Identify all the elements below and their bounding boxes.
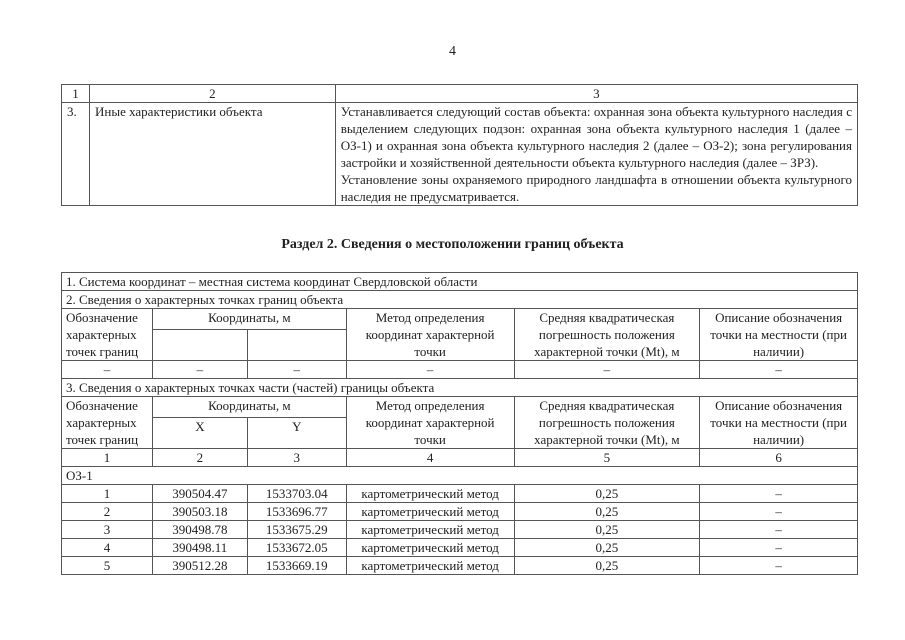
landscape-paragraph: Установление зоны охраняемого природного ландшафта в отношении объекта культурного наследия не предусматривается. [340, 172, 852, 204]
x-coordinate: 390498.78 [152, 521, 247, 539]
header-x-empty [152, 330, 247, 361]
header-x: X [152, 418, 247, 449]
header-coordinates: Координаты, м [152, 309, 346, 330]
method: картометрический метод [346, 539, 514, 557]
section2-title-row [62, 291, 858, 309]
y-coordinate: 1533696.77 [247, 503, 346, 521]
table-row [62, 539, 858, 557]
col-number-3: 3 [335, 85, 857, 103]
point-number: 1 [62, 485, 153, 503]
error: 0,25 [514, 503, 700, 521]
dash-cell: – [152, 361, 247, 379]
header-designation-2: Обозначение характерных точек границ [62, 397, 153, 449]
header-description: Описание обозначения точки на местности (при наличии) [700, 309, 858, 361]
description: – [700, 557, 858, 575]
col-number: 4 [346, 449, 514, 467]
point-number: 2 [62, 503, 153, 521]
error: 0,25 [514, 485, 700, 503]
col-number: 1 [62, 449, 153, 467]
row-name: Иные характеристики объекта [89, 103, 335, 206]
table-row [62, 485, 858, 503]
zone-label: ОЗ-1 [62, 467, 858, 485]
y-coordinate: 1533669.19 [247, 557, 346, 575]
y-coordinate: 1533675.29 [247, 521, 346, 539]
section3-title-row [62, 379, 858, 397]
error: 0,25 [514, 557, 700, 575]
error: 0,25 [514, 539, 700, 557]
x-coordinate: 390498.11 [152, 539, 247, 557]
page-number: 4 [449, 44, 456, 59]
header-y-empty [247, 330, 346, 361]
table-row [62, 521, 858, 539]
method: картометрический метод [346, 521, 514, 539]
description: – [700, 503, 858, 521]
col-number: 5 [514, 449, 700, 467]
header-error: Средняя квадратическая погрешность положения характерной точки (Mt), м [514, 309, 700, 361]
section2-title: 2. Сведения о характерных точках границ объекта [62, 291, 858, 309]
header-row-2 [62, 397, 858, 418]
x-coordinate: 390503.18 [152, 503, 247, 521]
coord-system-row [62, 273, 858, 291]
dash-cell: – [346, 361, 514, 379]
x-coordinate: 390512.28 [152, 557, 247, 575]
zone-label-row [62, 467, 858, 485]
header-method-2: Метод определения координат характерной точки [346, 397, 514, 449]
col-number: 2 [152, 449, 247, 467]
table-row [62, 557, 858, 575]
point-number: 3 [62, 521, 153, 539]
header-method: Метод определения координат характерной точки [346, 309, 514, 361]
section3-title: 3. Сведения о характерных точках части (частей) границы объекта [62, 379, 858, 397]
method: картометрический метод [346, 503, 514, 521]
dash-cell: – [700, 361, 858, 379]
table-row [62, 503, 858, 521]
description: – [700, 521, 858, 539]
coord-system: 1. Система координат – местная система координат Свердловской области [62, 273, 858, 291]
table-row [62, 103, 858, 206]
error: 0,25 [514, 521, 700, 539]
x-coordinate: 390504.47 [152, 485, 247, 503]
col-number-2: 2 [89, 85, 335, 103]
description: – [700, 539, 858, 557]
method: картометрический метод [346, 485, 514, 503]
col-number-1: 1 [62, 85, 90, 103]
boundary-points-table [61, 272, 858, 575]
point-number: 4 [62, 539, 153, 557]
table-header-row [62, 85, 858, 103]
dash-cell: – [62, 361, 153, 379]
point-number: 5 [62, 557, 153, 575]
row-number: 3. [62, 103, 90, 206]
empty-data-row [62, 361, 858, 379]
description: – [700, 485, 858, 503]
header-error-2: Средняя квадратическая погрешность положения характерной точки (Mt), м [514, 397, 700, 449]
row-value [335, 103, 857, 206]
method: картометрический метод [346, 557, 514, 575]
header-row [62, 309, 858, 330]
header-description-2: Описание обозначения точки на местности (при наличии) [700, 397, 858, 449]
composition-paragraph: Устанавливается следующий состав объекта: охранная зона объекта культурного наследия с выделением следующих подзон: охранная зона объекта культурного наследия 1 (далее – ОЗ-1) и охранная зона объекта культурного наследия 2 (далее – ОЗ-2); зона регулирования застройки и хозяйственной деятельности объекта культурного наследия (далее – ЗРЗ). [340, 104, 852, 170]
dash-cell: – [514, 361, 700, 379]
header-designation: Обозначение характерных точек границ [62, 309, 153, 361]
column-numbers-row [62, 449, 858, 467]
dash-cell: – [247, 361, 346, 379]
y-coordinate: 1533703.04 [247, 485, 346, 503]
header-y: Y [247, 418, 346, 449]
col-number: 6 [700, 449, 858, 467]
y-coordinate: 1533672.05 [247, 539, 346, 557]
header-coordinates-2: Координаты, м [152, 397, 346, 418]
section-title: Раздел 2. Сведения о местоположении границ объекта [281, 237, 624, 252]
col-number: 3 [247, 449, 346, 467]
object-characteristics-table [61, 84, 858, 206]
